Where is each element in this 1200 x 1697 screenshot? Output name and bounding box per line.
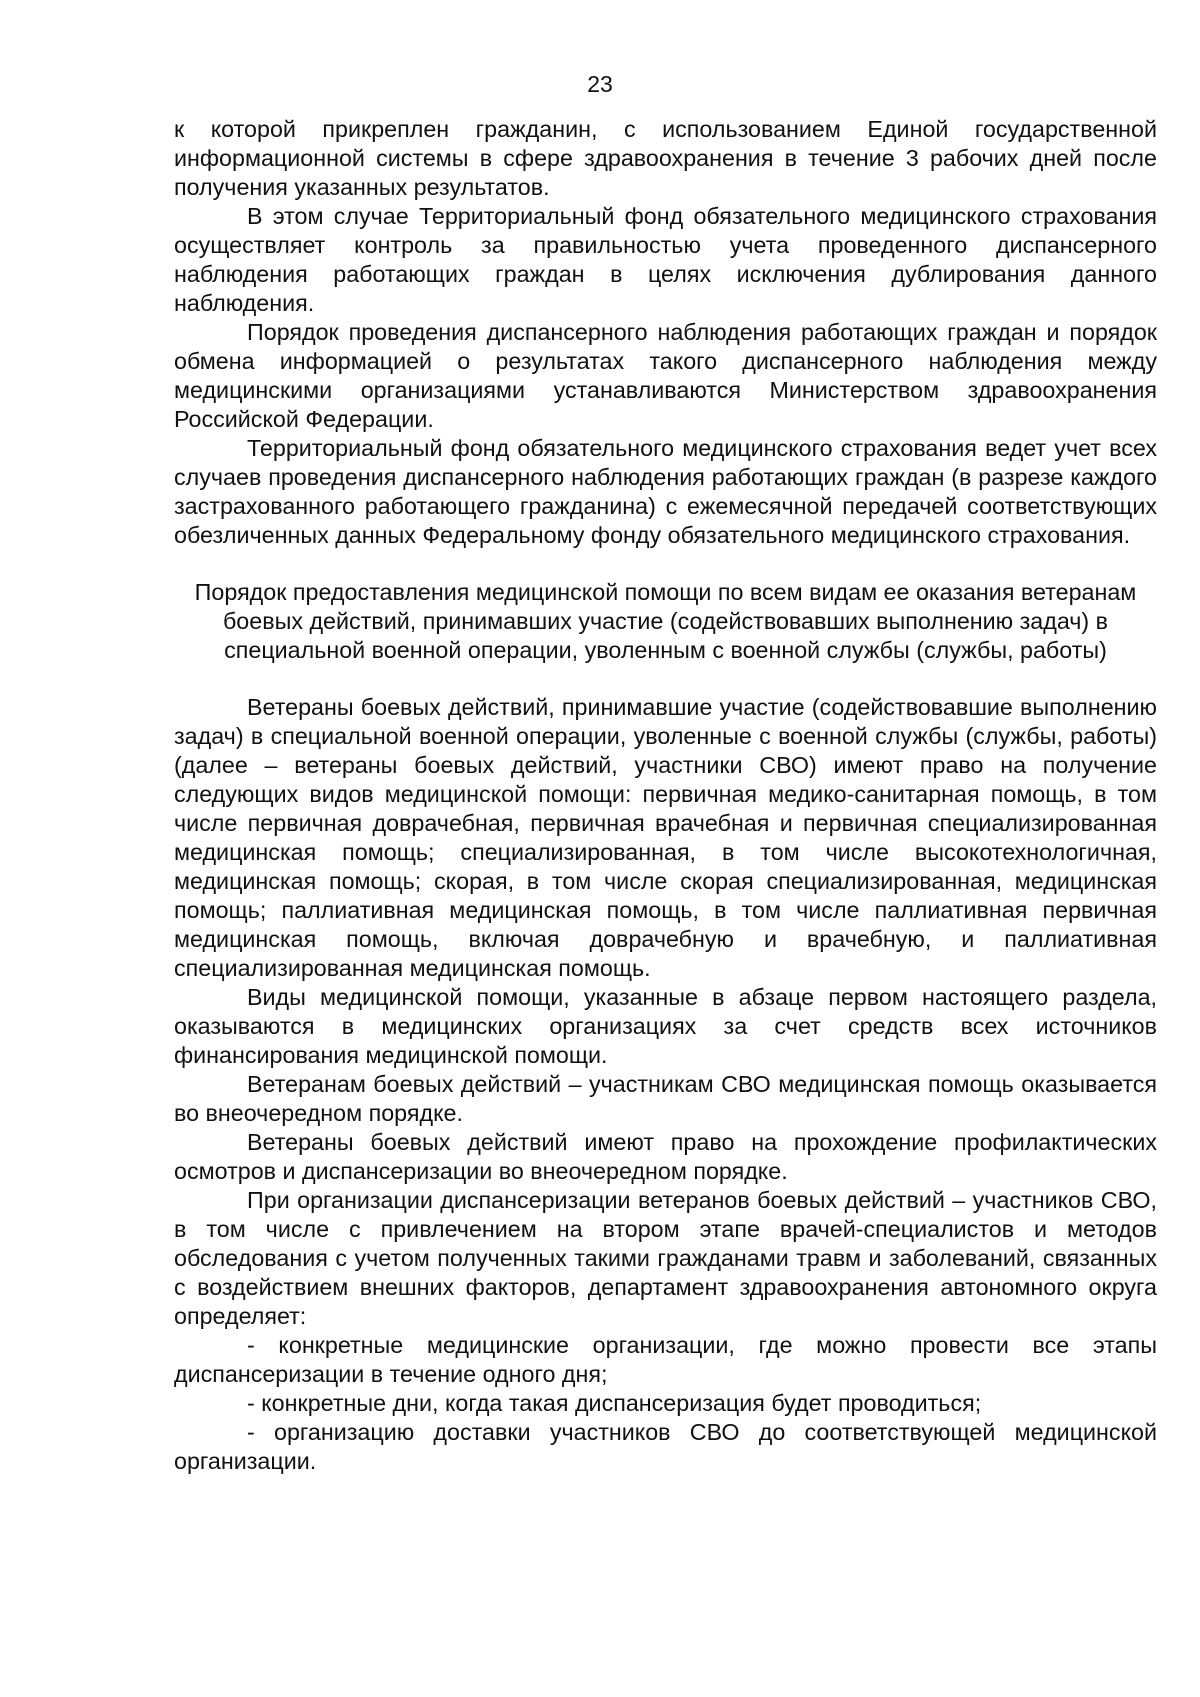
paragraph: Ветераны боевых действий, принимавшие участие (содействовавшие выполнению задач) в специальной военной операции, уволенные с военной службы (службы, работы) (далее – ветераны боевых действий, участники СВО) имеют право на получение следующих видов медицинской помощи: первичная медико-санитарная помощь, в том числе первичная доврачебная, первичная врачебная и первичная специализированная медицинская помощь; специализированная, в том числе высокотехнологичная, медицинская помощь; скорая, в том числе скорая специализированная, медицинская помощь; паллиативная медицинская помощь, в том числе паллиативная первичная медицинская помощь, включая доврачебную и врачебную, и паллиативная специализированная медицинская помощь. [174,694,1157,981]
list-item: - конкретные медицинские организации, где можно провести все этапы диспансеризации в течение одного дня; [174,1332,1157,1387]
paragraph: Виды медицинской помощи, указанные в абзаце первом настоящего раздела, оказываются в медицинских организациях за счет средств всех источников финансирования медицинской помощи. [174,984,1157,1068]
paragraph: к которой прикреплен гражданин, с использованием Единой государственной информационной системы в сфере здравоохранения в течение 3 рабочих дней после получения указанных результатов. [174,116,1157,200]
section-title: Порядок предоставления медицинской помощи по всем видам ее оказания ветеранам боевых действий, принимавших участие (содействовавших выполнению задач) в специальной военной операции, уволенным с военной службы (службы, работы) [194,579,1137,663]
paragraph: При организации диспансеризации ветеранов боевых действий – участников СВО, в том числе с привлечением на втором этапе врачей-специалистов и методов обследования с учетом полученных такими гражданами травм и заболеваний, связанных с воздействием внешних факторов, департамент здравоохранения автономного округа определяет: [174,1187,1157,1329]
page-number: 23 [587,71,613,97]
paragraph: Территориальный фонд обязательного медицинского страхования ведет учет всех случаев проведения диспансерного наблюдения работающих граждан (в разрезе каждого застрахованного работающего гражданина) с ежемесячной передачей соответствующих обезличенных данных Федеральному фонду обязательного медицинского страхования. [174,435,1157,548]
paragraph: Порядок проведения диспансерного наблюдения работающих граждан и порядок обмена информацией о результатах такого диспансерного наблюдения между медицинскими организациями устанавливаются Министерством здравоохранения Российской Федерации. [174,319,1157,432]
document-body [174,115,1157,1476]
paragraph: Ветеранам боевых действий – участникам СВО медицинская помощь оказывается во внеочередном порядке. [174,1071,1157,1126]
paragraph: Ветераны боевых действий имеют право на прохождение профилактических осмотров и диспансеризации во внеочередном порядке. [174,1129,1157,1184]
paragraph: В этом случае Территориальный фонд обязательного медицинского страхования осуществляет контроль за правильностью учета проведенного диспансерного наблюдения работающих граждан в целях исключения дублирования данного наблюдения. [174,203,1157,316]
list-item: - организацию доставки участников СВО до соответствующей медицинской организации. [174,1419,1157,1474]
list-item: - конкретные дни, когда такая диспансеризация будет проводиться; [247,1390,982,1416]
